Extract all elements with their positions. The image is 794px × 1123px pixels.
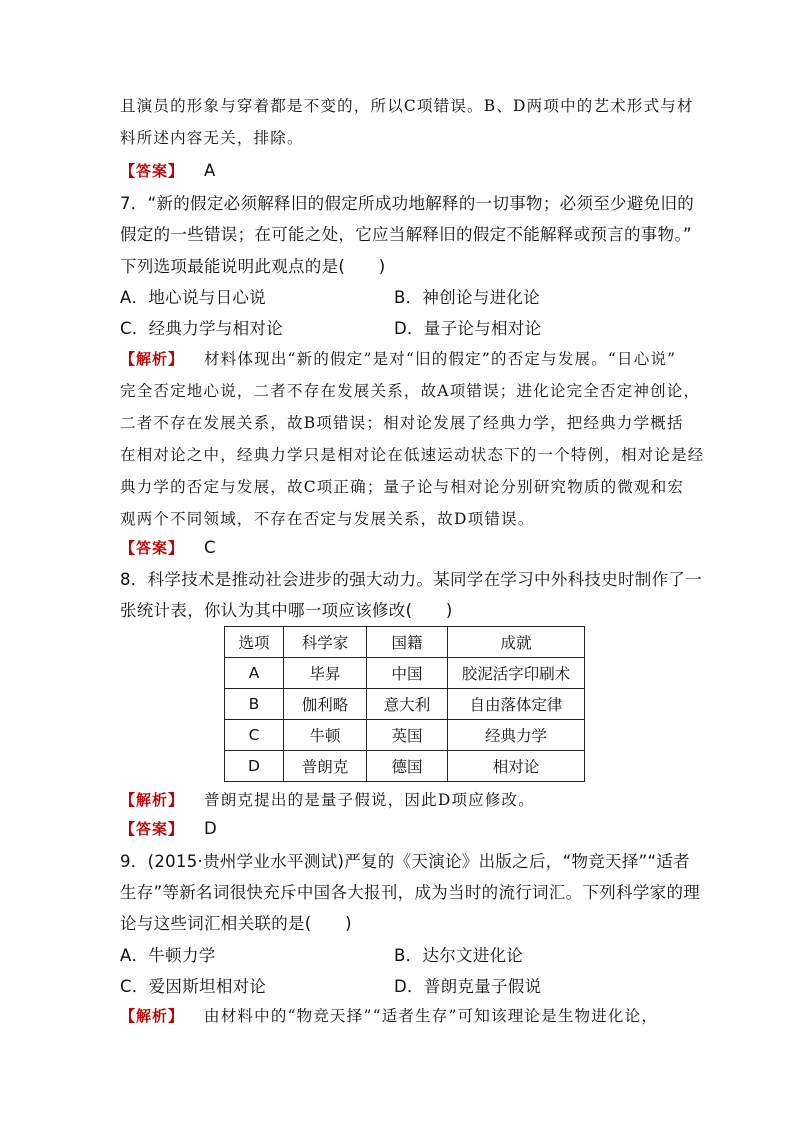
- table-row: [225, 720, 585, 751]
- q7-analysis-line-4: 在相对论之中，经典力学只是相对论在低速运动状态下的一个特例，相对论是经: [120, 446, 705, 464]
- q8-analysis: [120, 788, 535, 810]
- table-cell: D: [225, 751, 284, 782]
- q6-explanation-line-1: 且演员的形象与穿着都是不变的，所以C项错误。B、D两项中的艺术形式与材: [120, 97, 694, 115]
- table-cell: 毕昇: [284, 658, 367, 689]
- q7-analysis-line-6: 观两个不同领域，不存在否定与发展关系，故D项错误。: [120, 510, 535, 528]
- q7-option-a: A．地心说与日心说: [120, 288, 266, 307]
- q7-answer-value: C: [204, 538, 216, 557]
- q6-explanation-line-2: 料所述内容无关，排除。: [120, 129, 304, 147]
- science-history-table: [224, 626, 585, 782]
- q7-option-b: B．神创论与进化论: [394, 288, 541, 307]
- table-cell: 经典力学: [448, 720, 585, 751]
- q9-analysis-line-1: [120, 1004, 658, 1026]
- analysis-label: 【解析】: [120, 1007, 185, 1025]
- q7-analysis-line-2: 完全否定地心说，二者不存在发展关系，故A项错误；进化论完全否定神创论，: [120, 382, 701, 400]
- table-header-cell: 成就: [448, 627, 585, 658]
- answer-label: 【答案】: [120, 539, 185, 557]
- answer-label: 【答案】: [120, 820, 185, 838]
- q7-stem-line-1: 7．“新的假定必须解释旧的假定所成功地解释的一切事物；必须至少避免旧的: [120, 194, 695, 213]
- table-cell: 德国: [367, 751, 448, 782]
- table-cell: 中国: [367, 658, 448, 689]
- analysis-label: 【解析】: [120, 350, 185, 368]
- table-cell: 意大利: [367, 689, 448, 720]
- q8-stem-line-2: 张统计表，你认为其中哪一项应该修改( ): [120, 601, 453, 620]
- table-cell: 胶泥活字印刷术: [448, 658, 585, 689]
- q8-answer-value: D: [204, 819, 218, 838]
- q7-analysis-line-1: [120, 347, 676, 369]
- q7-analysis-line-3: 二者不存在发展关系，故B项错误；相对论发展了经典力学，把经典力学概括: [120, 414, 684, 432]
- q9-analysis-text-1: 由材料中的“物竞天择”“适者生存”可知该理论是生物进化论，: [204, 1007, 659, 1025]
- table-row: [225, 751, 585, 782]
- q7-answer: [120, 537, 216, 558]
- table-row: [225, 658, 585, 689]
- q9-stem-line-3: 论与这些词汇相关联的是( ): [120, 914, 352, 933]
- q9-option-c: C．爱因斯坦相对论: [120, 977, 267, 996]
- table-header-row: [225, 627, 585, 658]
- table-cell: 自由落体定律: [448, 689, 585, 720]
- answer-label: 【答案】: [120, 162, 185, 180]
- q9-stem-line-1: 9．(2015·贵州学业水平测试)严复的《天演论》出版之后，“物竞天择”“适者: [120, 852, 690, 871]
- q6-answer-value: A: [204, 161, 216, 180]
- q7-option-c: C．经典力学与相对论: [120, 319, 284, 338]
- table-header-cell: 选项: [225, 627, 284, 658]
- q7-stem-line-3: 下列选项最能说明此观点的是( ): [120, 257, 386, 276]
- q8-stem-line-1: 8．科学技术是推动社会进步的强大动力。某同学在学习中外科技史时制作了一: [120, 570, 702, 589]
- q9-option-a: A．牛顿力学: [120, 946, 216, 965]
- table-cell: A: [225, 658, 284, 689]
- table-cell: 相对论: [448, 751, 585, 782]
- q7-analysis-line-5: 典力学的否定与发展，故C项正确；量子论与相对论分别研究物质的微观和宏: [120, 478, 685, 496]
- table-cell: 伽利略: [284, 689, 367, 720]
- table-row: [225, 689, 585, 720]
- q7-option-d: D．量子论与相对论: [394, 319, 542, 338]
- table-header-cell: 国籍: [367, 627, 448, 658]
- analysis-label: 【解析】: [120, 791, 185, 809]
- q7-analysis-text-1: 材料体现出“新的假定”是对“旧的假定”的否定与发展。“日心说”: [204, 350, 677, 368]
- table-cell: C: [225, 720, 284, 751]
- table-cell: 英国: [367, 720, 448, 751]
- q9-option-d: D．普朗克量子假说: [394, 977, 542, 996]
- q6-answer: [120, 160, 216, 181]
- q8-answer: [120, 818, 217, 839]
- q7-stem-line-2: 假定的一些错误；在可能之处，它应当解释旧的假定不能解释或预言的事物。”: [120, 225, 692, 244]
- table-header-cell: 科学家: [284, 627, 367, 658]
- q9-option-b: B．达尔文进化论: [394, 946, 524, 965]
- table-cell: B: [225, 689, 284, 720]
- q8-analysis-text: 普朗克提出的是量子假说，因此D项应修改。: [204, 791, 535, 809]
- table-cell: 普朗克: [284, 751, 367, 782]
- table-cell: 牛顿: [284, 720, 367, 751]
- q9-stem-line-2: 生存”等新名词很快充斥中国各大报刊，成为当时的流行词汇。下列科学家的理: [120, 883, 701, 902]
